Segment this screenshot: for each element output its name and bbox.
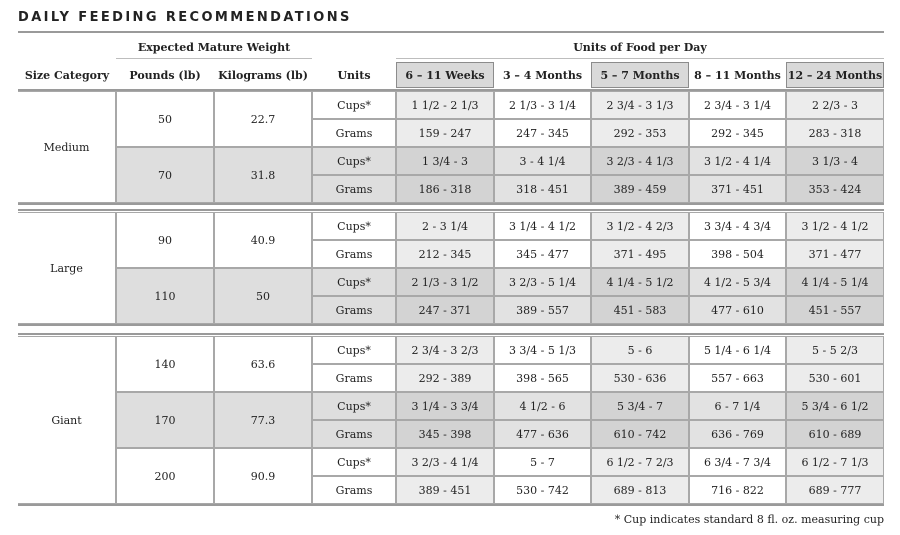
value-cups-cell: 3 - 4 1/4 [494,147,591,175]
value-grams-cell: 398 - 565 [494,364,591,392]
value-cups-cell: 5 - 5 2/3 [786,336,884,364]
block-bottom-rule-medium [18,203,884,205]
header-size-category: Size Category [24,68,110,82]
value-cups-cell: 3 1/4 - 4 1/2 [494,212,591,240]
value-cups-cell: 6 3/4 - 7 3/4 [689,448,786,476]
units-grams-label: Grams [312,420,396,448]
value-cups-cell: 2 3/4 - 3 1/4 [689,91,786,119]
value-cups-cell: 3 2/3 - 4 1/3 [591,147,689,175]
group-rule-units-food [396,58,884,59]
value-grams-cell: 610 - 689 [786,420,884,448]
pounds-cell: 70 [116,147,214,203]
value-grams-cell: 389 - 451 [396,476,494,504]
pounds-cell: 200 [116,448,214,504]
kilograms-cell: 40.9 [214,212,312,268]
value-cups-cell: 3 1/2 - 4 1/2 [786,212,884,240]
header-age-4: 12 – 24 Months [786,62,884,88]
header-age-0: 6 – 11 Weeks [396,62,494,88]
value-grams-cell: 530 - 636 [591,364,689,392]
value-grams-cell: 371 - 477 [786,240,884,268]
value-grams-cell: 389 - 557 [494,296,591,324]
value-grams-cell: 283 - 318 [786,119,884,147]
value-cups-cell: 5 - 6 [591,336,689,364]
value-grams-cell: 353 - 424 [786,175,884,203]
value-grams-cell: 212 - 345 [396,240,494,268]
value-grams-cell: 247 - 371 [396,296,494,324]
value-grams-cell: 530 - 742 [494,476,591,504]
value-cups-cell: 3 1/3 - 4 [786,147,884,175]
size-category-medium: Medium [18,91,116,203]
value-grams-cell: 716 - 822 [689,476,786,504]
block-rule-large [18,209,884,211]
value-grams-cell: 477 - 636 [494,420,591,448]
value-grams-cell: 159 - 247 [396,119,494,147]
value-grams-cell: 371 - 495 [591,240,689,268]
kilograms-cell: 63.6 [214,336,312,392]
value-cups-cell: 4 1/4 - 5 1/4 [786,268,884,296]
value-cups-cell: 3 3/4 - 5 1/3 [494,336,591,364]
value-cups-cell: 3 1/2 - 4 2/3 [591,212,689,240]
kilograms-cell: 77.3 [214,392,312,448]
units-cups-label: Cups* [312,392,396,420]
group-header-weight: Expected Mature Weight [137,41,291,54]
value-grams-cell: 345 - 477 [494,240,591,268]
value-cups-cell: 2 1/3 - 3 1/2 [396,268,494,296]
value-cups-cell: 5 3/4 - 7 [591,392,689,420]
header-units: Units [337,68,371,82]
value-cups-cell: 2 2/3 - 3 [786,91,884,119]
units-grams-label: Grams [312,119,396,147]
block-rule-giant [18,333,884,335]
value-grams-cell: 451 - 557 [786,296,884,324]
value-cups-cell: 6 1/2 - 7 2/3 [591,448,689,476]
pounds-cell: 170 [116,392,214,448]
value-grams-cell: 451 - 583 [591,296,689,324]
value-cups-cell: 1 1/2 - 2 1/3 [396,91,494,119]
value-cups-cell: 3 1/4 - 3 3/4 [396,392,494,420]
value-grams-cell: 689 - 777 [786,476,884,504]
value-cups-cell: 3 1/2 - 4 1/4 [689,147,786,175]
footnote: * Cup indicates standard 8 fl. oz. measuring cup [614,513,884,526]
value-cups-cell: 6 1/2 - 7 1/3 [786,448,884,476]
units-cups-label: Cups* [312,91,396,119]
value-grams-cell: 636 - 769 [689,420,786,448]
value-cups-cell: 5 3/4 - 6 1/2 [786,392,884,420]
pounds-cell: 140 [116,336,214,392]
value-grams-cell: 389 - 459 [591,175,689,203]
size-category-giant: Giant [18,336,116,504]
units-cups-label: Cups* [312,212,396,240]
value-cups-cell: 4 1/2 - 5 3/4 [689,268,786,296]
units-grams-label: Grams [312,175,396,203]
header-kilograms: Kilograms (lb) [218,68,308,82]
block-bottom-rule-large [18,324,884,326]
value-grams-cell: 398 - 504 [689,240,786,268]
value-cups-cell: 2 3/4 - 3 2/3 [396,336,494,364]
value-cups-cell: 4 1/4 - 5 1/2 [591,268,689,296]
page-title: DAILY FEEDING RECOMMENDATIONS [18,10,352,25]
value-cups-cell: 5 - 7 [494,448,591,476]
value-cups-cell: 3 3/4 - 4 3/4 [689,212,786,240]
size-category-large: Large [18,212,116,324]
value-grams-cell: 477 - 610 [689,296,786,324]
value-grams-cell: 292 - 389 [396,364,494,392]
value-cups-cell: 5 1/4 - 6 1/4 [689,336,786,364]
kilograms-cell: 90.9 [214,448,312,504]
pounds-cell: 110 [116,268,214,324]
header-age-3: 8 – 11 Months [694,68,781,82]
pounds-cell: 50 [116,91,214,147]
kilograms-cell: 50 [214,268,312,324]
value-cups-cell: 1 3/4 - 3 [396,147,494,175]
value-cups-cell: 2 3/4 - 3 1/3 [591,91,689,119]
value-grams-cell: 345 - 398 [396,420,494,448]
value-cups-cell: 2 1/3 - 3 1/4 [494,91,591,119]
group-header-units-food: Units of Food per Day [573,41,707,54]
header-pounds: Pounds (lb) [129,68,201,82]
units-cups-label: Cups* [312,268,396,296]
value-cups-cell: 6 - 7 1/4 [689,392,786,420]
block-bottom-rule-giant [18,504,884,506]
value-grams-cell: 292 - 345 [689,119,786,147]
value-grams-cell: 557 - 663 [689,364,786,392]
header-age-2: 5 – 7 Months [591,62,689,88]
value-grams-cell: 371 - 451 [689,175,786,203]
group-rule-weight [116,58,312,59]
kilograms-cell: 22.7 [214,91,312,147]
value-cups-cell: 2 - 3 1/4 [396,212,494,240]
header-age-1: 3 – 4 Months [502,68,583,82]
units-cups-label: Cups* [312,147,396,175]
value-grams-cell: 292 - 353 [591,119,689,147]
units-grams-label: Grams [312,296,396,324]
value-grams-cell: 530 - 601 [786,364,884,392]
title-rule [18,31,884,33]
value-grams-cell: 186 - 318 [396,175,494,203]
value-cups-cell: 3 2/3 - 5 1/4 [494,268,591,296]
pounds-cell: 90 [116,212,214,268]
units-grams-label: Grams [312,240,396,268]
units-grams-label: Grams [312,364,396,392]
value-cups-cell: 3 2/3 - 4 1/4 [396,448,494,476]
units-grams-label: Grams [312,476,396,504]
value-grams-cell: 247 - 345 [494,119,591,147]
units-cups-label: Cups* [312,336,396,364]
value-grams-cell: 318 - 451 [494,175,591,203]
units-cups-label: Cups* [312,448,396,476]
value-grams-cell: 689 - 813 [591,476,689,504]
kilograms-cell: 31.8 [214,147,312,203]
value-cups-cell: 4 1/2 - 6 [494,392,591,420]
value-grams-cell: 610 - 742 [591,420,689,448]
